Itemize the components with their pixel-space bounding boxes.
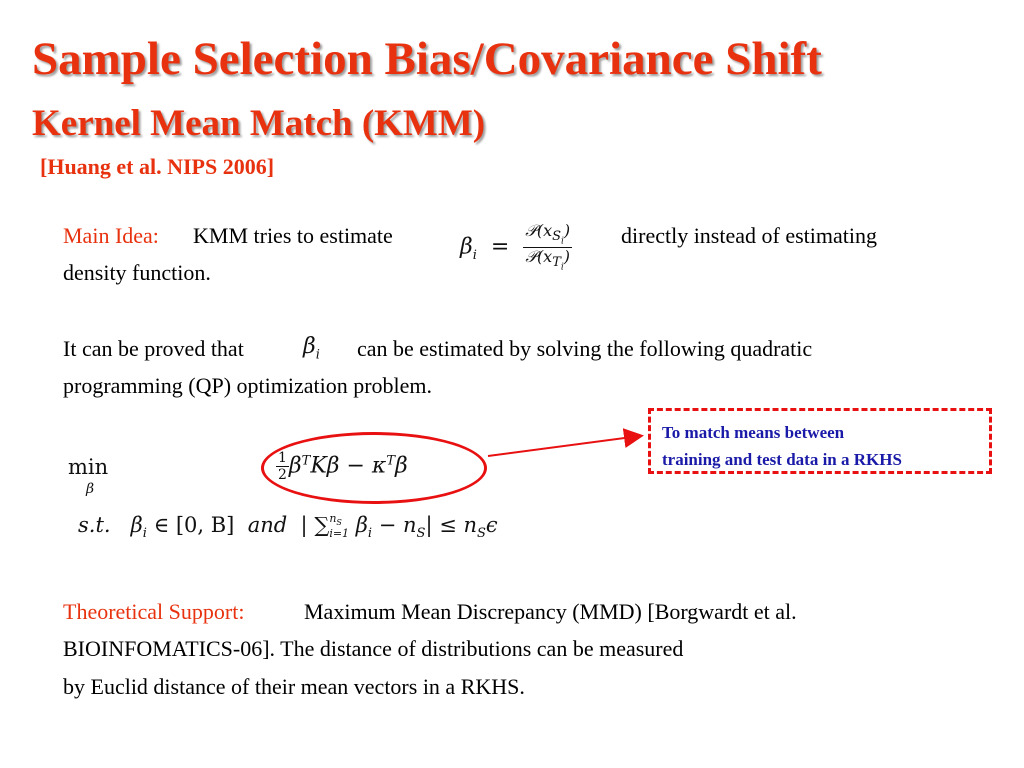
qp-constraints: s.t. $\beta_i$ ∈ [0, B] and | ∑ $n_S$ i=1 $\beta_i - n_S| \le n_S\epsilon$ [78,512,498,542]
callout-line1: To match means between [662,423,845,442]
proof-line2: programming (QP) optimization problem. [63,373,433,398]
theory-line1: Maximum Mean Discrepancy (MMD) [Borgwardt et al. [304,599,797,624]
min-operator: min [68,455,109,479]
slide-title: Sample Selection Bias/Covariance Shift [32,33,822,85]
min-subscript: β [86,481,95,497]
theory-line2: BIOINFOMATICS-06]. The distance of distributions can be measured [63,636,684,661]
main-idea-text: KMM tries to estimate [193,223,393,248]
callout-line2: training and test data in a RKHS [662,450,902,469]
beta-i-symbol: $\beta_i$ [303,334,320,363]
objective-highlight-ellipse [261,432,487,504]
callout-text [662,419,902,473]
main-idea-text-after: directly instead of estimating [621,223,877,248]
qp-objective: $\frac{1}{2}$ $\beta^TK\beta - \kappa^T\beta$ [278,450,408,484]
proof-text-after: can be estimated by solving the following quadratic [357,336,813,361]
proof-text: It can be proved that [63,336,244,361]
slide-subtitle: Kernel Mean Match (KMM) [32,103,486,144]
theory-label: Theoretical Support: [63,599,245,624]
main-idea-line2: density function. [63,260,211,285]
beta-ratio-formula: $\beta_i$ = $\frac{𝒫(x_{S_i})}{𝒫(x_{T_i})}$ [460,221,571,273]
citation: [Huang et al. NIPS 2006] [40,154,275,179]
theory-line3: by Euclid distance of their mean vectors in a RKHS. [63,674,525,699]
main-idea-label: Main Idea: [63,223,159,248]
